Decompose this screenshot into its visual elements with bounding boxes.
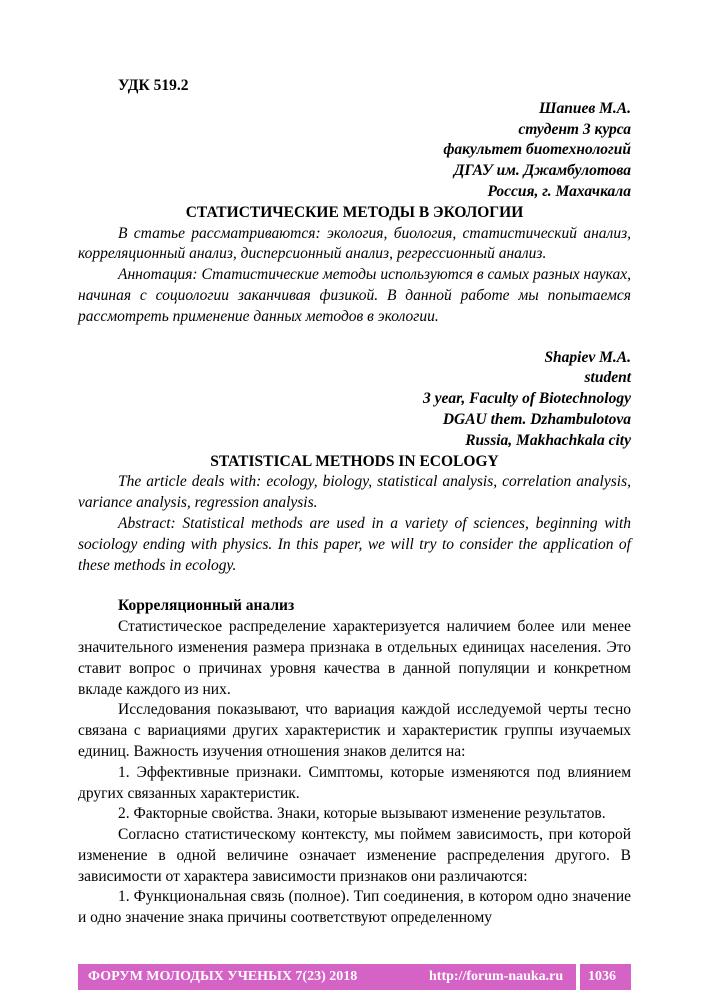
ru-author-name: Шапиев М.А. [539,99,631,117]
en-author-university: DGAU them. Dzhambulotova [442,410,631,428]
udk-code: УДК 519.2 [118,77,189,94]
body-paragraph: 1. Функциональная связь (полное). Тип соединения, в котором одно значение и одно значение знака причины соответствуют определенному [78,888,631,927]
en-author-name: Shapiev M.A. [544,348,631,366]
article-page [78,76,631,929]
footer-website-link[interactable]: http://forum-nauka.ru [429,969,564,984]
body-paragraph: Статистическое распределение характеризуется наличием более или менее значительного изменения размера признака в отдельных единицах населения. Это ставит вопрос о причинах уровня качества в данной популяции и конкретном вкладе каждого из них. [78,618,631,698]
journal-footer-bar [78,964,631,990]
ru-author-university: ДГАУ им. Джамбулотова [453,162,631,180]
ru-author-faculty: факультет биотехнологий [443,141,631,159]
footer-page-number: 1036 [588,969,616,984]
en-keywords: The article deals with: ecology, biology, statistical analysis, correlation analysis, variance analysis, regression analysis. [78,473,631,512]
footer-journal-name: ФОРУМ МОЛОДЫХ УЧЕНЫХ 7(23) 2018 [88,969,358,984]
en-author-faculty: 3 year, Faculty of Biotechnology [423,390,631,408]
body-paragraph: 1. Эффективные признаки. Симптомы, которые изменяются под влиянием других связанных характеристик. [78,763,631,802]
footer-divider [576,964,580,990]
ru-author-block [78,99,631,203]
ru-abstract: Аннотация: Статистические методы используются в самых разных науках, начиная с социологии заканчивая физикой. В данной работе мы попытаемся рассмотреть применение данных методов в экологии. [78,266,631,325]
ru-author-status: студент 3 курса [518,120,631,138]
ru-author-location: Россия, г. Махачкала [487,182,631,200]
en-author-status: student [584,369,631,387]
body-paragraph: Исследования показывают, что вариация каждой исследуемой черты тесно связана с вариациями других характеристик и характеристик группы изучаемых единиц. Важность изучения отношения знаков делится на: [78,701,631,760]
en-title: STATISTICAL METHODS IN ECOLOGY [210,452,499,470]
ru-title: СТАТИСТИЧЕСКИЕ МЕТОДЫ В ЭКОЛОГИИ [185,203,524,221]
en-author-location: Russia, Makhachkala city [465,431,631,449]
en-abstract: Abstract: Statistical methods are used in a variety of sciences, beginning with sociology ending with physics. In this paper, we will try to consider the application of these methods in ecology. [78,514,631,574]
section-heading: Корреляционный анализ [118,597,295,615]
body-paragraph: Согласно статистическому контексту, мы поймем зависимость, при которой изменение в одной величине означает изменение распределения другого. В зависимости от характера зависимости признаков они различаются: [78,826,631,885]
en-author-block [78,348,631,452]
ru-keywords: В статье рассматриваются: экология, биология, статистический анализ, корреляционный анализ, дисперсионный анализ, регрессионный анализ. [78,224,631,263]
body-paragraph: 2. Факторные свойства. Знаки, которые вызывают изменение результатов. [118,805,606,823]
